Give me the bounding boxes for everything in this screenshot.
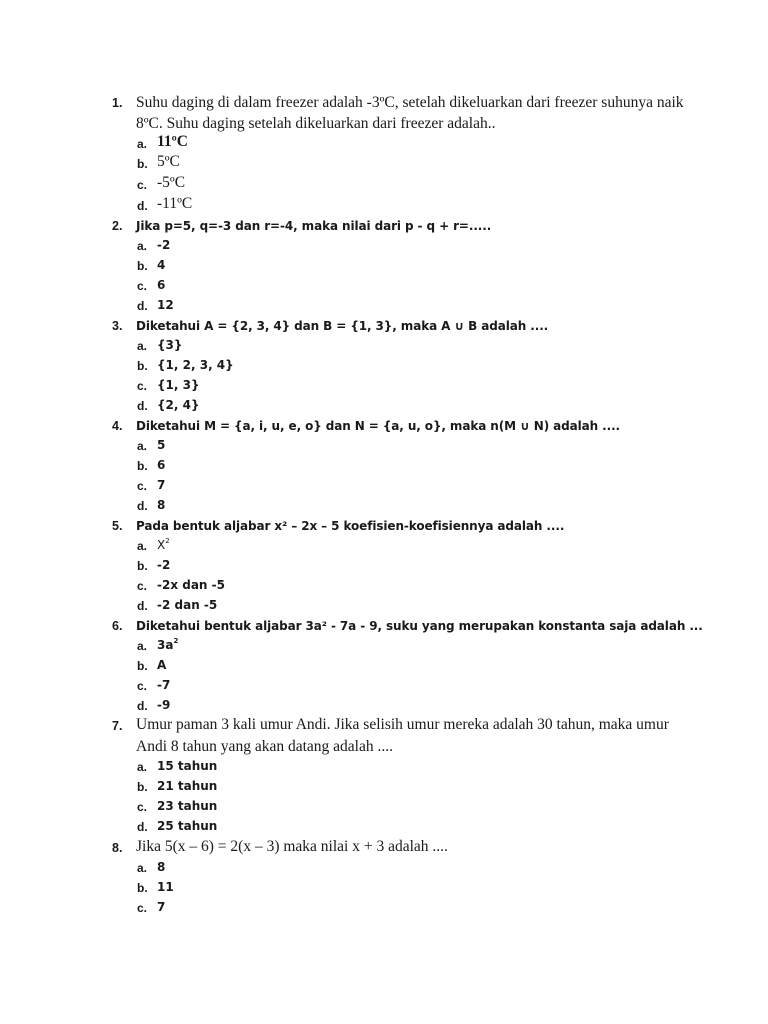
option-text: -5ºC bbox=[157, 174, 186, 191]
option-text: -2 bbox=[157, 238, 171, 252]
question-text-line: Suhu daging di dalam freezer adalah -3ºC, setelah dikeluarkan dari freezer suhunya naik bbox=[136, 94, 684, 111]
question-number: 8. bbox=[112, 841, 123, 855]
question-text-line: Diketahui M = {a, i, u, e, o} dan N = {a, u, o}, maka n(M ∪ N) adalah .... bbox=[136, 419, 621, 433]
question-text-line: Diketahui A = {2, 3, 4} dan B = {1, 3}, maka A ∪ B adalah .... bbox=[136, 319, 549, 333]
option-letter: d. bbox=[137, 299, 148, 313]
option-letter: c. bbox=[137, 178, 148, 192]
option-letter: b. bbox=[137, 780, 148, 794]
question-text-line: Umur paman 3 kali umur Andi. Jika selisih umur mereka adalah 30 tahun, maka umur bbox=[136, 716, 669, 733]
option-text: -7 bbox=[157, 678, 171, 692]
option-text: 11 bbox=[157, 880, 174, 894]
option-letter: b. bbox=[137, 559, 148, 573]
option-text: {2, 4} bbox=[157, 398, 200, 412]
option-letter: b. bbox=[137, 259, 148, 273]
question-number: 4. bbox=[112, 419, 123, 433]
question-text-line: 8ºC. Suhu daging setelah dikeluarkan dari freezer adalah.. bbox=[136, 115, 496, 132]
question-text-line: Jika p=5, q=-3 dan r=-4, maka nilai dari p - q + r=..... bbox=[136, 219, 492, 233]
option-text: 8 bbox=[157, 498, 166, 512]
option-text: 8 bbox=[157, 860, 166, 874]
option-text: {1, 3} bbox=[157, 378, 200, 392]
question-text-line: Jika 5(x – 6) = 2(x – 3) maka nilai x + 3 adalah .... bbox=[136, 838, 448, 855]
option-letter: d. bbox=[137, 699, 148, 713]
question-text-line: Pada bentuk aljabar x² – 2x – 5 koefisien-koefisiennya adalah .... bbox=[136, 519, 565, 533]
option-text: 21 tahun bbox=[157, 779, 218, 793]
option-text: 15 tahun bbox=[157, 759, 218, 773]
option-letter: c. bbox=[137, 679, 148, 693]
option-letter: d. bbox=[137, 599, 148, 613]
option-letter: a. bbox=[137, 760, 148, 774]
option-text: {1, 2, 3, 4} bbox=[157, 358, 234, 372]
question-text-line: Andi 8 tahun yang akan datang adalah .... bbox=[136, 738, 393, 755]
option-text: 5ºC bbox=[157, 153, 180, 170]
option-letter: a. bbox=[137, 639, 148, 653]
option-letter: c. bbox=[137, 800, 148, 814]
question-number: 1. bbox=[112, 96, 123, 110]
option-letter: b. bbox=[137, 659, 148, 673]
question-number: 6. bbox=[112, 619, 123, 633]
option-text: 5 bbox=[157, 438, 166, 452]
option-letter: a. bbox=[137, 861, 148, 875]
option-letter: d. bbox=[137, 820, 148, 834]
option-letter: c. bbox=[137, 479, 148, 493]
question-number: 3. bbox=[112, 319, 123, 333]
option-letter: c. bbox=[137, 279, 148, 293]
option-letter: d. bbox=[137, 199, 148, 213]
option-text: 6 bbox=[157, 458, 166, 472]
question-number: 7. bbox=[112, 719, 123, 733]
option-letter: a. bbox=[137, 137, 148, 151]
option-text: 6 bbox=[157, 278, 166, 292]
option-letter: d. bbox=[137, 399, 148, 413]
option-letter: c. bbox=[137, 901, 148, 915]
option-text: $3a^2$ bbox=[157, 637, 179, 652]
option-text: 23 tahun bbox=[157, 799, 218, 813]
option-text: 12 bbox=[157, 298, 174, 312]
option-text: $X^2$ bbox=[157, 537, 170, 552]
option-text: A bbox=[157, 658, 167, 672]
option-text: 7 bbox=[157, 478, 166, 492]
option-letter: c. bbox=[137, 379, 148, 393]
option-text: -2x dan -5 bbox=[157, 578, 225, 592]
option-text: 7 bbox=[157, 900, 166, 914]
question-number: 5. bbox=[112, 519, 123, 533]
option-text: 11ºC bbox=[157, 133, 188, 150]
option-text: -2 dan -5 bbox=[157, 598, 218, 612]
option-letter: b. bbox=[137, 157, 148, 171]
option-superscript: 2 bbox=[165, 537, 170, 545]
option-superscript: 2 bbox=[173, 637, 179, 645]
option-text: 4 bbox=[157, 258, 166, 272]
option-letter: a. bbox=[137, 539, 148, 553]
option-letter: a. bbox=[137, 239, 148, 253]
option-letter: a. bbox=[137, 339, 148, 353]
option-text: -2 bbox=[157, 558, 171, 572]
option-text: {3} bbox=[157, 338, 183, 352]
question-number: 2. bbox=[112, 219, 123, 233]
option-letter: a. bbox=[137, 439, 148, 453]
option-letter: b. bbox=[137, 459, 148, 473]
option-letter: c. bbox=[137, 579, 148, 593]
option-letter: d. bbox=[137, 499, 148, 513]
option-letter: b. bbox=[137, 881, 148, 895]
question-text-line: Diketahui bentuk aljabar 3a² - 7a - 9, suku yang merupakan konstanta saja adalah ... bbox=[136, 619, 703, 633]
option-letter: b. bbox=[137, 359, 148, 373]
option-text: -9 bbox=[157, 698, 171, 712]
option-text: 25 tahun bbox=[157, 819, 218, 833]
option-text: -11ºC bbox=[157, 195, 193, 212]
